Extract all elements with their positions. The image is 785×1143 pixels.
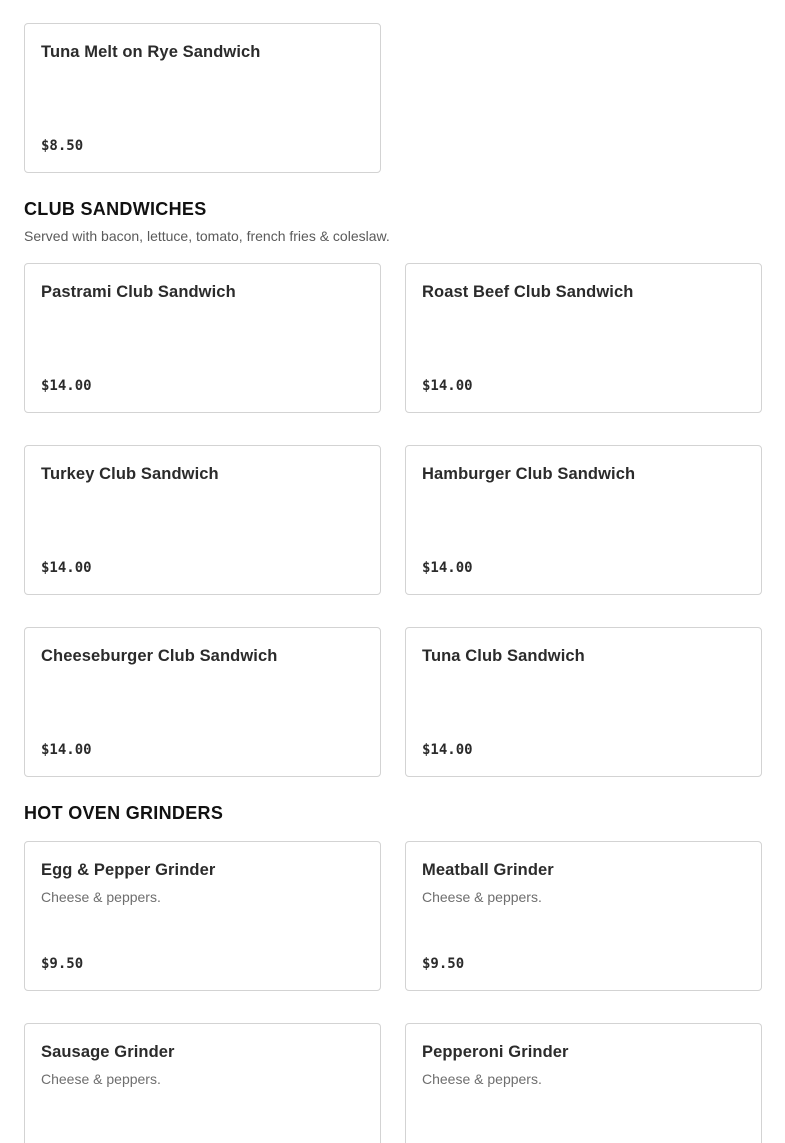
- menu-item-card-sausage-grinder[interactable]: [24, 1023, 381, 1143]
- menu-item-description: Cheese & peppers.: [41, 1071, 161, 1087]
- menu-item-name: Tuna Club Sandwich: [422, 647, 585, 665]
- section-title-hot-oven-grinders: HOT OVEN GRINDERS: [24, 803, 224, 823]
- menu-item-card-pastrami-club[interactable]: [24, 263, 381, 413]
- menu-item-name: Turkey Club Sandwich: [41, 465, 219, 483]
- menu-item-card-egg-pepper-grinder[interactable]: [24, 841, 381, 991]
- menu-item-card-tuna-club[interactable]: [405, 627, 762, 777]
- menu-item-price: $14.00: [422, 742, 473, 758]
- menu-item-name: Pepperoni Grinder: [422, 1043, 569, 1061]
- menu-item-price: $9.50: [41, 956, 84, 972]
- menu-item-card-tuna-melt[interactable]: [24, 23, 381, 173]
- menu-item-card-pepperoni-grinder[interactable]: [405, 1023, 762, 1143]
- menu-item-card-meatball-grinder[interactable]: [405, 841, 762, 991]
- menu-item-price: $9.50: [422, 956, 465, 972]
- menu-item-price: $14.00: [422, 560, 473, 576]
- menu-item-price: $14.00: [41, 560, 92, 576]
- menu-item-description: Cheese & peppers.: [422, 889, 542, 905]
- menu-item-name: Sausage Grinder: [41, 1043, 175, 1061]
- menu-item-name: Pastrami Club Sandwich: [41, 283, 236, 301]
- menu-item-card-hamburger-club[interactable]: [405, 445, 762, 595]
- menu-item-card-turkey-club[interactable]: [24, 445, 381, 595]
- menu-item-name: Cheeseburger Club Sandwich: [41, 647, 278, 665]
- menu-item-card-cheeseburger-club[interactable]: [24, 627, 381, 777]
- menu-item-name: Roast Beef Club Sandwich: [422, 283, 634, 301]
- menu-item-name: Hamburger Club Sandwich: [422, 465, 636, 483]
- section-subtitle-club-sandwiches: Served with bacon, lettuce, tomato, french fries & coleslaw.: [24, 228, 390, 244]
- menu-item-description: Cheese & peppers.: [422, 1071, 542, 1087]
- menu-item-name: Meatball Grinder: [422, 861, 554, 879]
- menu-item-description: Cheese & peppers.: [41, 889, 161, 905]
- menu-item-price: $14.00: [41, 742, 92, 758]
- section-title-club-sandwiches: CLUB SANDWICHES: [24, 199, 207, 219]
- menu-item-price: $8.50: [41, 138, 84, 154]
- menu-item-card-roast-beef-club[interactable]: [405, 263, 762, 413]
- menu-item-price: $14.00: [41, 378, 92, 394]
- menu-item-name: Tuna Melt on Rye Sandwich: [41, 43, 261, 61]
- menu-item-name: Egg & Pepper Grinder: [41, 861, 216, 879]
- menu-item-price: $14.00: [422, 378, 473, 394]
